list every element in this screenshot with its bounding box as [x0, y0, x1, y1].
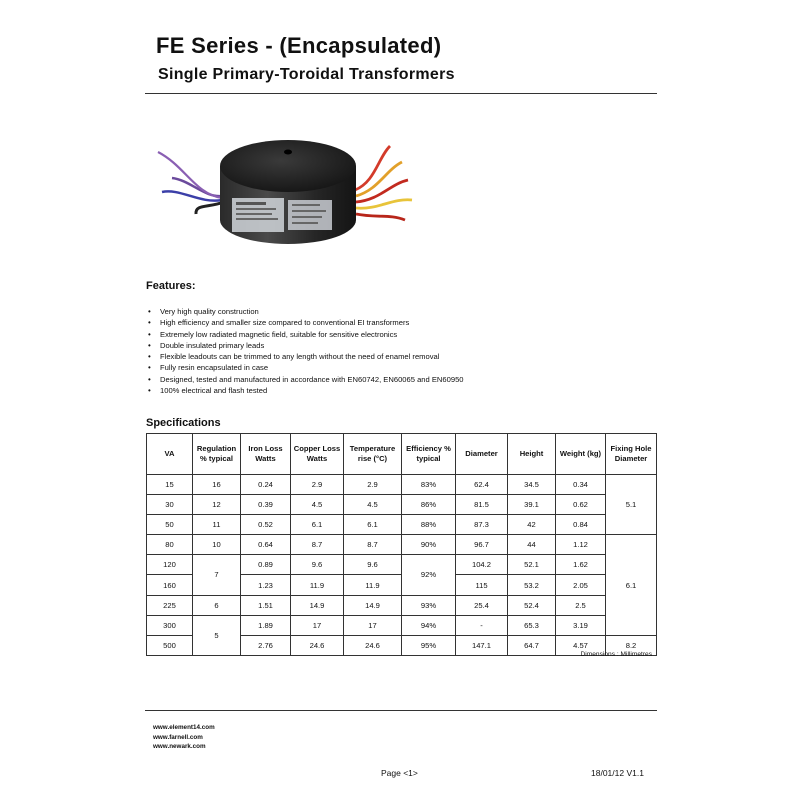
table-row	[147, 615, 657, 635]
footer-link-newark[interactable]: www.newark.com	[153, 743, 206, 750]
cell-weight: 0.84	[556, 515, 606, 535]
cell-diameter: 115	[456, 575, 508, 595]
feature-item: • 100% electrical and flash tested	[146, 385, 464, 396]
cell-height: 52.4	[508, 595, 556, 615]
cell-iron-loss: 2.76	[241, 635, 291, 655]
cell-fixing-hole: 8.2	[606, 635, 657, 655]
feature-item: • Fully resin encapsulated in case	[146, 362, 464, 373]
cell-temperature: 9.6	[344, 555, 402, 575]
cell-height: 42	[508, 515, 556, 535]
cell-copper-loss: 24.6	[291, 635, 344, 655]
feature-item: • High efficiency and smaller size compared to conventional EI transformers	[146, 317, 464, 328]
footer-links	[153, 723, 215, 752]
cell-copper-loss: 9.6	[291, 555, 344, 575]
cell-va: 225	[147, 595, 193, 615]
cell-weight: 2.05	[556, 575, 606, 595]
cell-diameter: 104.2	[456, 555, 508, 575]
column-header: Temperature rise (°C)	[344, 434, 402, 475]
cell-iron-loss: 1.89	[241, 615, 291, 635]
cell-va: 50	[147, 515, 193, 535]
date-version: 18/01/12 V1.1	[591, 768, 644, 778]
cell-efficiency: 90%	[402, 535, 456, 555]
cell-weight: 0.62	[556, 495, 606, 515]
cell-iron-loss: 0.24	[241, 475, 291, 495]
cell-regulation: 7	[193, 555, 241, 595]
cell-efficiency: 86%	[402, 495, 456, 515]
header-divider	[145, 93, 657, 94]
cell-efficiency: 93%	[402, 595, 456, 615]
cell-temperature: 17	[344, 615, 402, 635]
cell-regulation: 16	[193, 475, 241, 495]
cell-regulation: 10	[193, 535, 241, 555]
footer-divider	[145, 710, 657, 711]
feature-item: • Flexible leadouts can be trimmed to any length without the need of enamel removal	[146, 351, 464, 362]
cell-va: 160	[147, 575, 193, 595]
feature-item: • Extremely low radiated magnetic field, suitable for sensitive electronics	[146, 329, 464, 340]
footer-link-element14[interactable]: www.element14.com	[153, 724, 215, 731]
document-title: FE Series - (Encapsulated)	[156, 33, 442, 58]
cell-height: 64.7	[508, 635, 556, 655]
page-number: Page <1>	[381, 768, 418, 778]
specifications-table	[146, 433, 657, 656]
cell-iron-loss: 0.89	[241, 555, 291, 575]
cell-diameter: 147.1	[456, 635, 508, 655]
cell-iron-loss: 0.64	[241, 535, 291, 555]
column-header: Diameter	[456, 434, 508, 475]
cell-iron-loss: 1.23	[241, 575, 291, 595]
cell-efficiency: 83%	[402, 475, 456, 495]
cell-fixing-hole: 6.1	[606, 535, 657, 635]
cell-va: 30	[147, 495, 193, 515]
cell-height: 52.1	[508, 555, 556, 575]
feature-item: • Designed, tested and manufactured in accordance with EN60742, EN60065 and EN60950	[146, 374, 464, 385]
cell-copper-loss: 11.9	[291, 575, 344, 595]
cell-iron-loss: 0.39	[241, 495, 291, 515]
cell-va: 15	[147, 475, 193, 495]
feature-item: • Very high quality construction	[146, 306, 464, 317]
cell-temperature: 2.9	[344, 475, 402, 495]
cell-efficiency: 95%	[402, 635, 456, 655]
column-header: VA	[147, 434, 193, 475]
cell-iron-loss: 0.52	[241, 515, 291, 535]
cell-regulation: 5	[193, 615, 241, 655]
cell-temperature: 11.9	[344, 575, 402, 595]
column-header: Regulation % typical	[193, 434, 241, 475]
features-list	[146, 306, 464, 396]
cell-diameter: 25.4	[456, 595, 508, 615]
cell-weight: 3.19	[556, 615, 606, 635]
cell-copper-loss: 17	[291, 615, 344, 635]
cell-va: 120	[147, 555, 193, 575]
cell-height: 39.1	[508, 495, 556, 515]
cell-va: 500	[147, 635, 193, 655]
cell-copper-loss: 14.9	[291, 595, 344, 615]
cell-temperature: 24.6	[344, 635, 402, 655]
table-row	[147, 535, 657, 555]
cell-efficiency: 92%	[402, 555, 456, 595]
footer-link-farnell[interactable]: www.farnell.com	[153, 733, 203, 741]
dimensions-note: Dimensions : Millimetres	[580, 651, 652, 658]
cell-height: 53.2	[508, 575, 556, 595]
column-header: Efficiency % typical	[402, 434, 456, 475]
cell-height: 65.3	[508, 615, 556, 635]
cell-copper-loss: 8.7	[291, 535, 344, 555]
table-row	[147, 515, 657, 535]
cell-weight: 0.34	[556, 475, 606, 495]
cell-copper-loss: 2.9	[291, 475, 344, 495]
document-subtitle: Single Primary-Toroidal Transformers	[158, 66, 455, 83]
cell-diameter: 87.3	[456, 515, 508, 535]
cell-fixing-hole: 5.1	[606, 475, 657, 535]
column-header: Height	[508, 434, 556, 475]
table-row	[147, 495, 657, 515]
cell-height: 44	[508, 535, 556, 555]
cell-temperature: 8.7	[344, 535, 402, 555]
cell-copper-loss: 6.1	[291, 515, 344, 535]
cell-diameter: 62.4	[456, 475, 508, 495]
cell-temperature: 14.9	[344, 595, 402, 615]
cell-height: 34.5	[508, 475, 556, 495]
cell-diameter: -	[456, 615, 508, 635]
table-row	[147, 475, 657, 495]
cell-regulation: 12	[193, 495, 241, 515]
cell-regulation: 11	[193, 515, 241, 535]
feature-item: • Double insulated primary leads	[146, 340, 464, 351]
cell-efficiency: 88%	[402, 515, 456, 535]
cell-efficiency: 94%	[402, 615, 456, 635]
cell-weight: 4.57	[556, 635, 606, 655]
cell-regulation: 6	[193, 595, 241, 615]
cell-diameter: 81.5	[456, 495, 508, 515]
table-header-row	[147, 434, 657, 475]
column-header: Copper Loss Watts	[291, 434, 344, 475]
cell-copper-loss: 4.5	[291, 495, 344, 515]
specifications-heading: Specifications	[146, 417, 221, 429]
cell-va: 300	[147, 615, 193, 635]
table-row	[147, 555, 657, 575]
cell-weight: 1.62	[556, 555, 606, 575]
features-heading: Features:	[146, 280, 196, 292]
column-header: Iron Loss Watts	[241, 434, 291, 475]
cell-iron-loss: 1.51	[241, 595, 291, 615]
column-header: Fixing Hole Diameter	[606, 434, 657, 475]
table-row	[147, 595, 657, 615]
cell-temperature: 6.1	[344, 515, 402, 535]
toroidal-transformer-photo-icon	[150, 118, 420, 268]
cell-va: 80	[147, 535, 193, 555]
cell-weight: 2.5	[556, 595, 606, 615]
cell-diameter: 96.7	[456, 535, 508, 555]
column-header: Weight (kg)	[556, 434, 606, 475]
cell-temperature: 4.5	[344, 495, 402, 515]
cell-weight: 1.12	[556, 535, 606, 555]
